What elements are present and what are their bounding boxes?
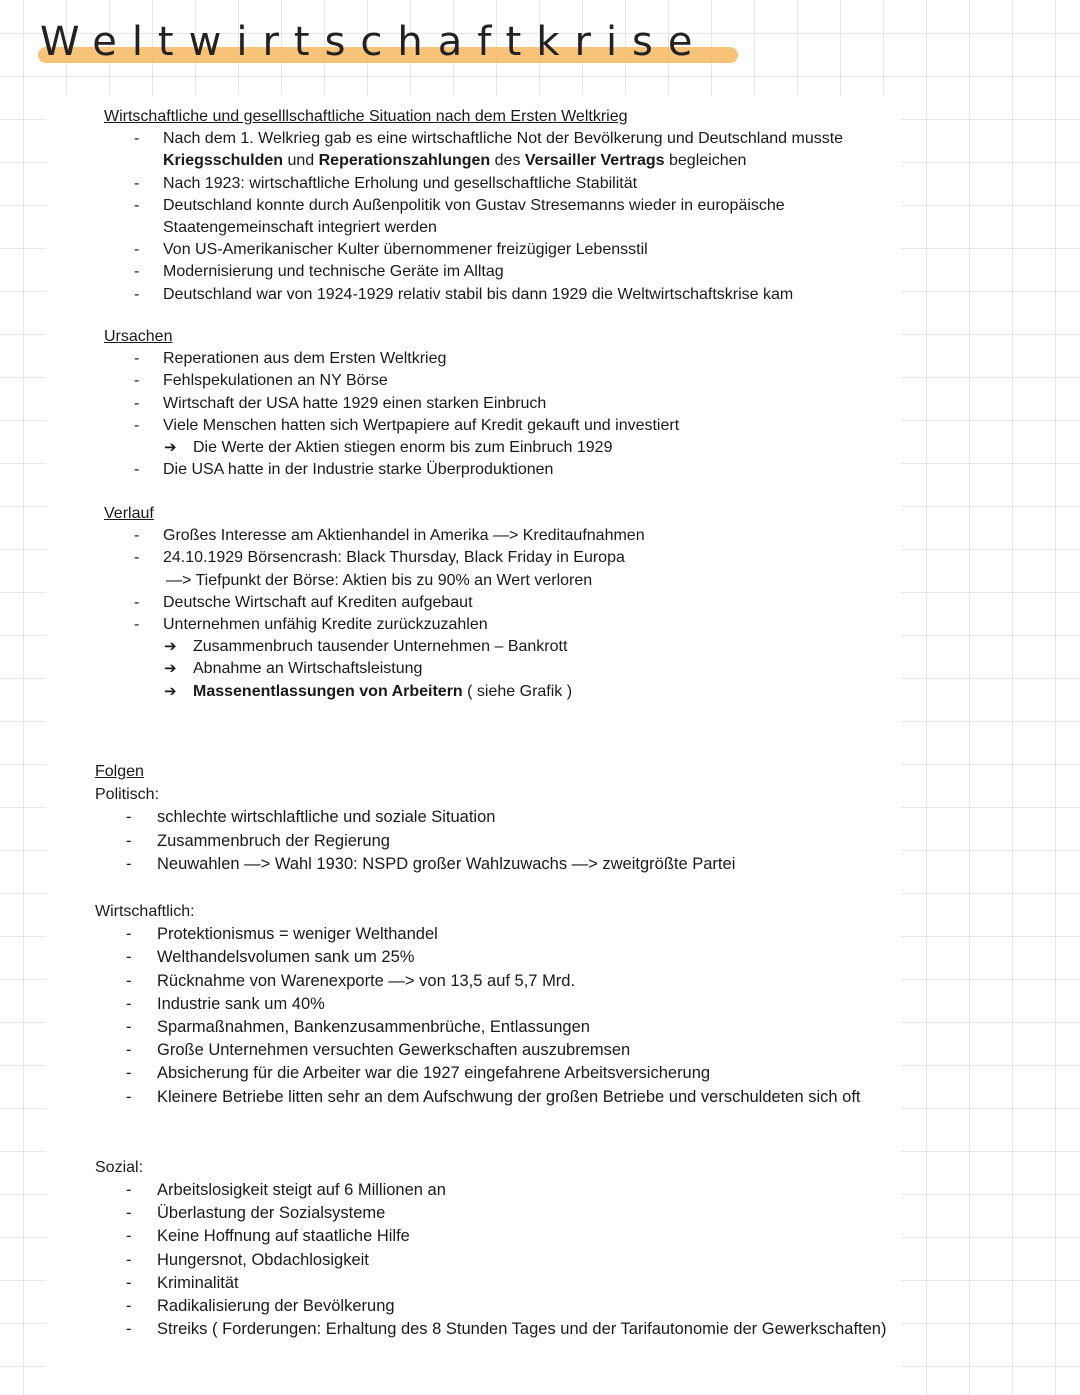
list-item: - Rücknahme von Warenexporte —> von 13,5 auf 5,7 Mrd. [95,970,895,993]
list-item: - Großes Interesse am Aktienhandel in Amerika —> Kreditaufnahmen [104,525,864,547]
list-item: - Radikalisierung der Bevölkerung [95,1295,895,1318]
list-item: - Arbeitslosigkeit steigt auf 6 Millionen an [95,1179,895,1202]
list-item: - Überlastung der Sozialsysteme [95,1202,895,1225]
list-item: - schlechte wirtschlaftliche und soziale Situation [95,806,895,829]
list-item: - Deutschland war von 1924-1929 relativ stabil bis dann 1929 die Weltwirtschaftskrise kam [104,284,864,306]
title-area [36,14,756,74]
verlauf-list [104,525,864,703]
ursachen-list [104,348,864,481]
list-item: - Die USA hatte in der Industrie starke Überproduktionen [104,459,864,481]
list-item: - Reperationen aus dem Ersten Weltkrieg [104,348,864,370]
section-folgen [95,760,895,1341]
wirtschaftlich-list [95,923,895,1109]
list-item: - Deutschland konnte durch Außenpolitik von Gustav Stresemanns wieder in europäische Staatengemeinschaft integriert werden [104,195,864,239]
list-item: - Kriminalität [95,1272,895,1295]
list-item: - Industrie sank um 40% [95,993,895,1016]
spacer [95,1109,895,1156]
list-item: - Sparmaßnahmen, Bankenzusammenbrüche, Entlassungen [95,1016,895,1039]
list-item: - 24.10.1929 Börsencrash: Black Thursday, Black Friday in Europa [104,547,864,569]
list-item: - Keine Hoffnung auf staatliche Hilfe [95,1225,895,1248]
subheading-sozial: Sozial: [95,1158,144,1176]
list-item: - Große Unternehmen versuchten Gewerkschaften auszubremsen [95,1039,895,1062]
list-item: - Absicherung für die Arbeiter war die 1927 eingefahrene Arbeitsversicherung [95,1062,895,1085]
list-item: - Von US-Amerikanischer Kulter übernommener freizügiger Lebensstil [104,239,864,261]
sozial-list [95,1179,895,1341]
arrow-item: ➔ Die Werte der Aktien stiegen enorm bis zum Einbruch 1929 [104,437,864,459]
list-item: - Unternehmen unfähig Kredite zurückzuzahlen [104,614,864,636]
subheading-wirtschaftlich: Wirtschaftlich: [95,903,195,921]
section-verlauf [104,503,864,703]
list-item: - Protektionismus = weniger Welthandel [95,923,895,946]
list-item: - Neuwahlen —> Wahl 1930: NSPD großer Wahlzuwachs —> zweitgrößte Partei [95,853,895,876]
arrow-item: ➔ Abnahme an Wirtschaftsleistung [104,658,864,680]
list-item: - Nach 1923: wirtschaftliche Erholung und gesellschaftliche Stabilität [104,173,864,195]
list-item: - Kleinere Betriebe litten sehr an dem Aufschwung der großen Betriebe und verschuldeten sich oft [95,1086,895,1109]
politisch-list [95,806,895,876]
arrow-item: ➔ Massenentlassungen von Arbeitern ( siehe Grafik ) [104,681,864,703]
situation-list [104,128,864,306]
list-item: - Zusammenbruch der Regierung [95,830,895,853]
list-item-continuation: —> Tiefpunkt der Börse: Aktien bis zu 90% an Wert verloren [166,571,593,589]
section-heading: Folgen [95,763,144,780]
list-item: - Viele Menschen hatten sich Wertpapiere auf Kredit gekauft und investiert [104,415,864,437]
list-item: - Modernisierung und technische Geräte im Alltag [104,261,864,283]
list-item: - Deutsche Wirtschaft auf Krediten aufgebaut [104,592,864,614]
list-item: - Hungersnot, Obdachlosigkeit [95,1249,895,1272]
list-item: - Streiks ( Forderungen: Erhaltung des 8 Stunden Tages und der Tarifautonomie der Gewerkschaften) [95,1318,895,1341]
subheading-politisch: Politisch: [95,786,160,804]
spacer [95,876,895,900]
list-item: - Fehlspekulationen an NY Börse [104,370,864,392]
page-title: Weltwirtschaftkrise [40,19,708,65]
section-ursachen [104,326,864,481]
section-situation [104,106,864,306]
section-heading: Wirtschaftliche und geselllschaftliche Situation nach dem Ersten Weltkrieg [104,108,628,125]
list-item: - Nach dem 1. Welkrieg gab es eine wirtschaftliche Not der Bevölkerung und Deutschland musste Kriegsschulden und Reperationszahlungen des Versailler Vertrags begleichen [104,128,864,172]
section-heading: Ursachen [104,328,173,345]
list-item: - Wirtschaft der USA hatte 1929 einen starken Einbruch [104,393,864,415]
section-heading: Verlauf [104,505,154,522]
arrow-item: ➔ Zusammenbruch tausender Unternehmen – Bankrott [104,636,864,658]
list-item: - Welthandelsvolumen sank um 25% [95,946,895,969]
